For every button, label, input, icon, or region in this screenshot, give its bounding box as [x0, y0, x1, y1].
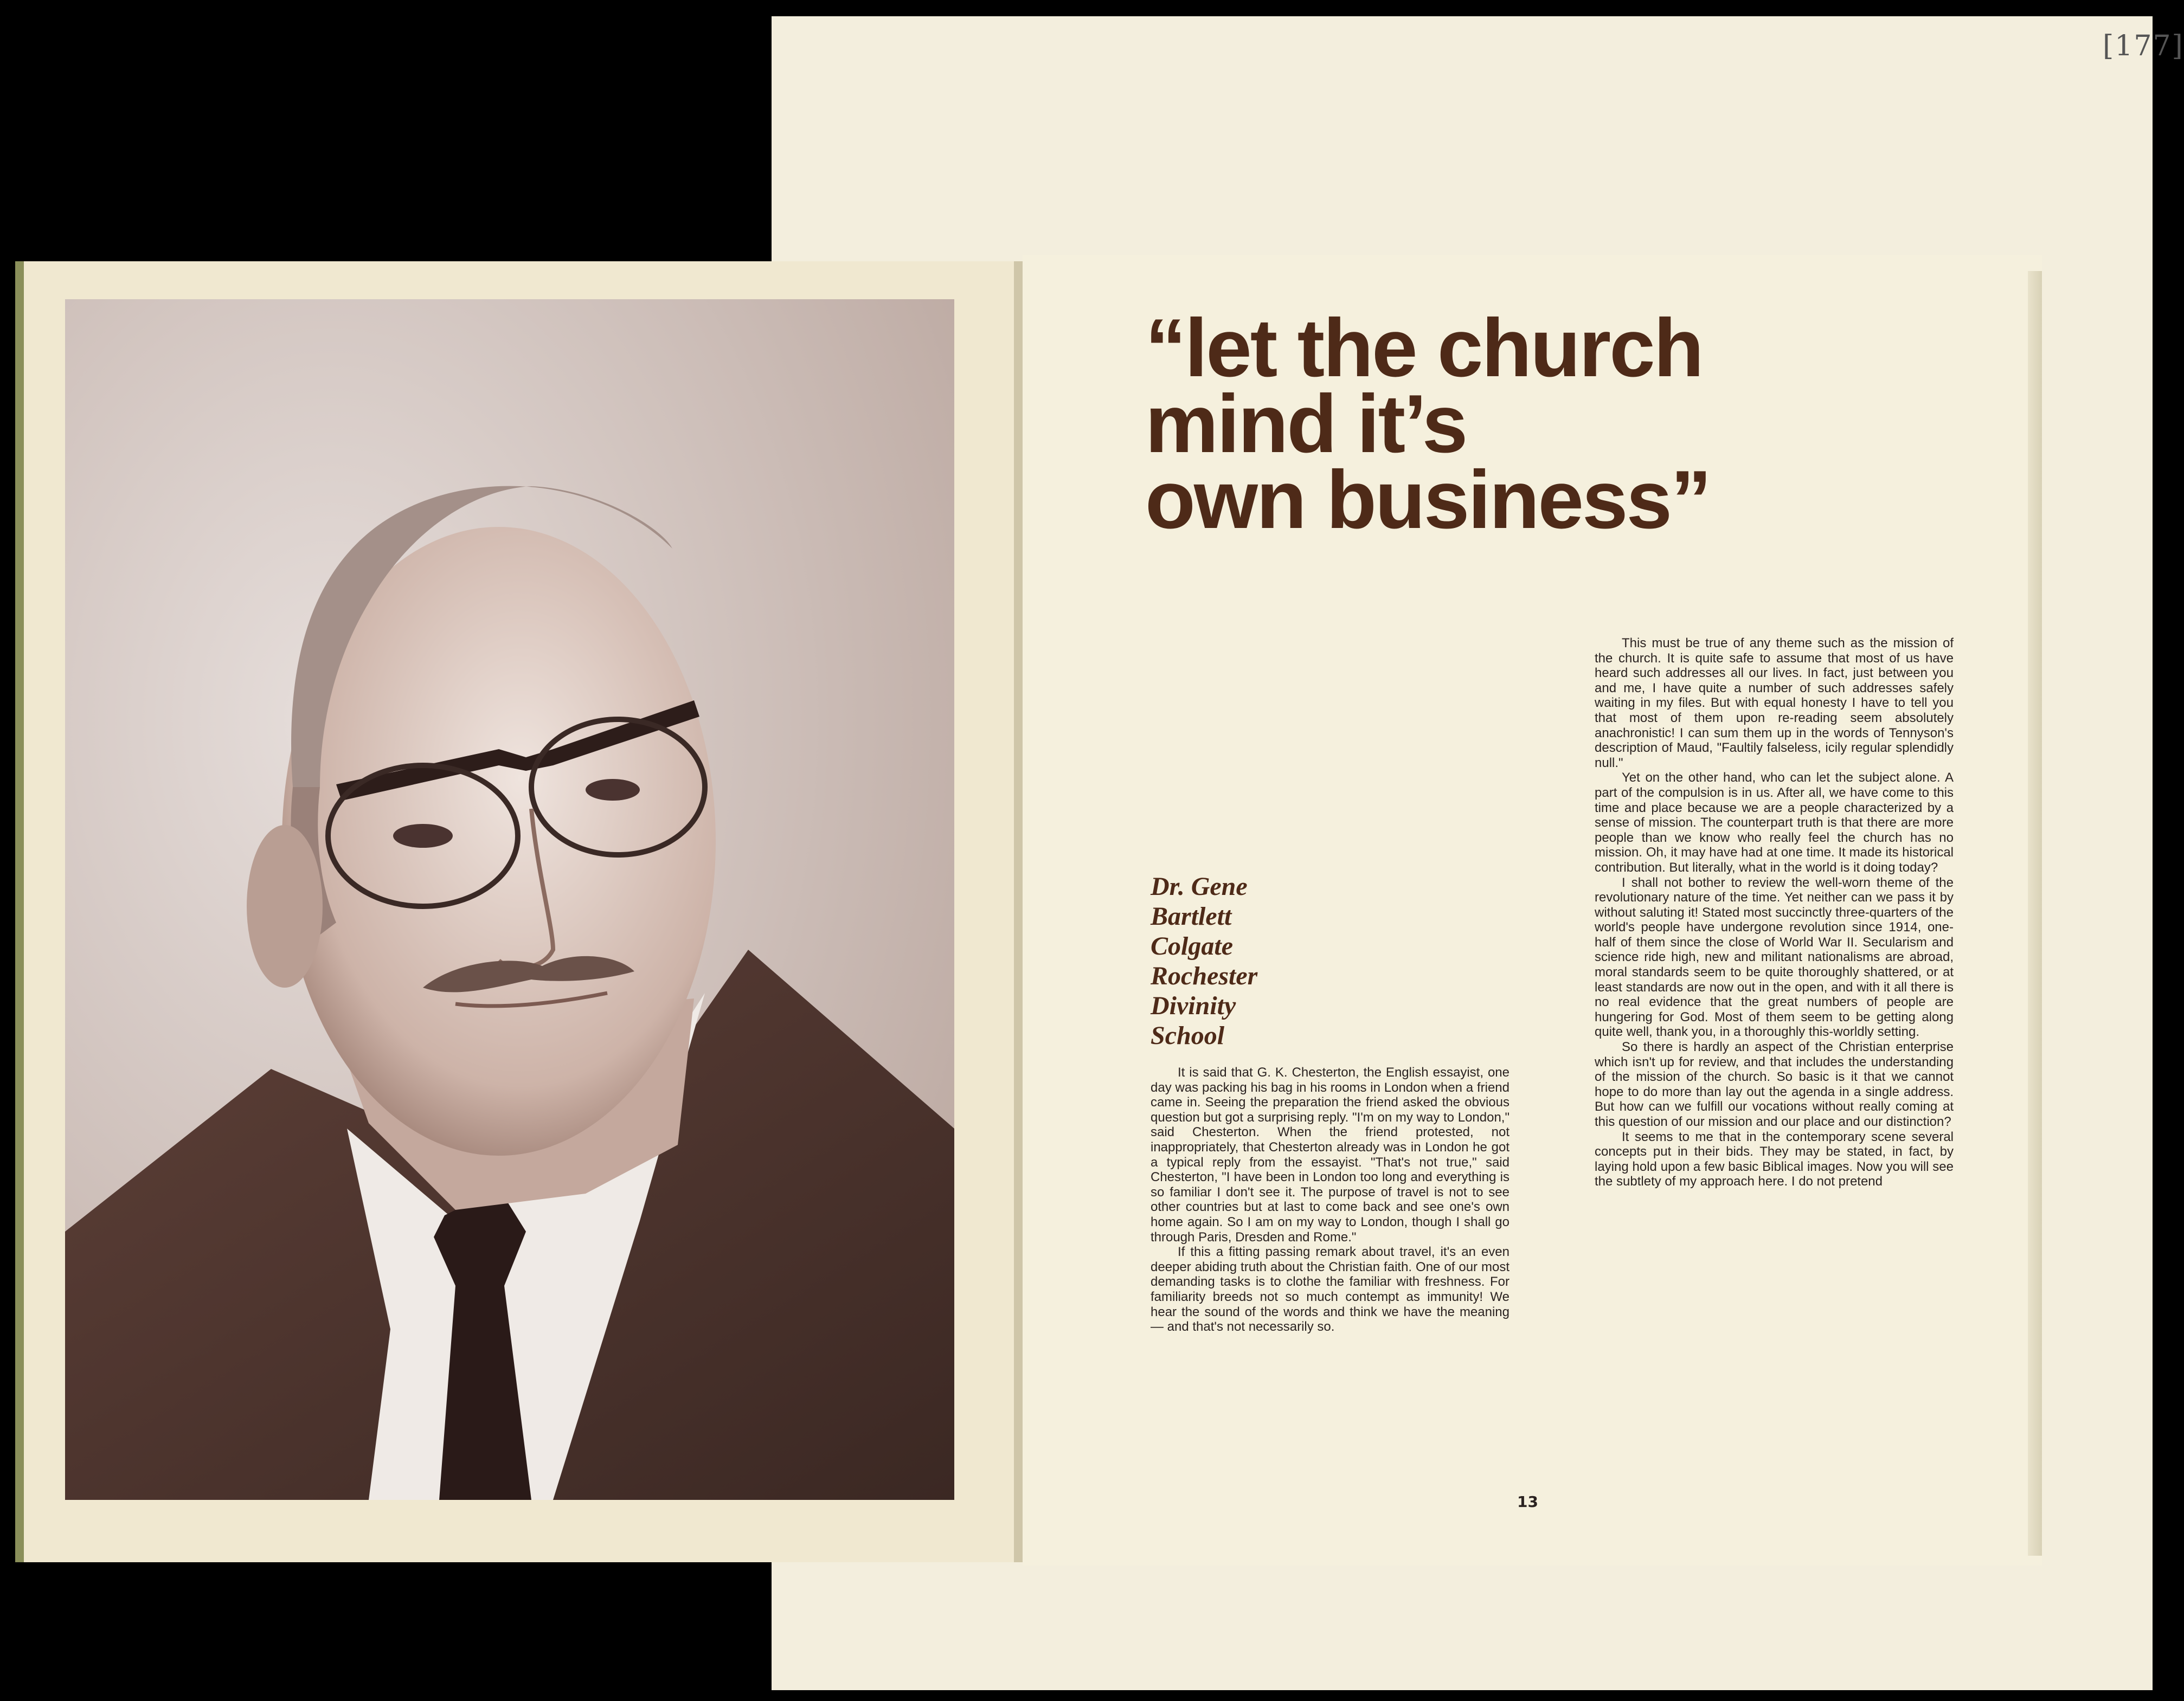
article-headline	[1145, 302, 1796, 546]
byline-line: School	[1151, 1021, 1225, 1050]
headline-line: own business”	[1145, 454, 1711, 546]
paragraph: So there is hardly an aspect of the Christian enterprise which isn't up for review, and that includes the understanding of the mission of the church. So basic is it that we cannot hope to do more than lay out the agenda in a single address. But how can we fulfill our vocations without really coming at this question of our mission and our place and our distinction?	[1595, 1040, 1954, 1129]
article-column-2	[1595, 636, 1954, 1189]
spine-gutter	[1014, 261, 1023, 1562]
author-byline	[1151, 872, 1313, 1051]
byline-line: Rochester	[1151, 962, 1258, 990]
headline-line: “let the church	[1145, 302, 1703, 394]
byline-line: Bartlett	[1151, 902, 1232, 931]
page-number: 13	[1517, 1493, 1538, 1511]
right-page	[1023, 255, 2042, 1565]
portrait-illustration	[65, 299, 954, 1500]
paragraph: I shall not bother to review the well-worn theme of the revolutionary nature of the time. Yet neither can we pass it by without saluting it! Stated most succinctly three-quarters of the world's people have undergone revolution since 1914, one-half of them since the close of World War II. Secularism and science ride high, new and militant nationalisms are abroad, moral standards seem to be quite thoroughly shattered, or at least standards are now out in the open, and with it all there is no real evidence that the great numbers of people are hungering for God. Most of them seem to be getting along quite well, thank you, in a thoroughly this-worldly setting.	[1595, 875, 1954, 1040]
article-column-1	[1151, 1065, 1509, 1335]
portrait-photo	[65, 299, 954, 1500]
right-page-edge	[2028, 271, 2042, 1556]
left-page-edge	[15, 261, 24, 1562]
byline-line: Divinity	[1151, 991, 1236, 1020]
paragraph: It seems to me that in the contemporary scene several concepts put in their bids. They may be stated, in fact, by laying hold upon a few basic Biblical images. Now you will see the subtlety of my approach here. I do not pretend	[1595, 1129, 1954, 1189]
byline-line: Dr. Gene	[1151, 872, 1248, 901]
paragraph: If this a fitting passing remark about travel, it's an even deeper abiding truth about the Christian faith. One of our most demanding tasks is to clothe the familiar with freshness. For familiarity breeds not so much contempt as immunity! We hear the sound of the words and think we have the meaning — and that's not necessarily so.	[1151, 1245, 1509, 1335]
paragraph: This must be true of any theme such as the mission of the church. It is quite safe to assume that most of us have heard such addresses all our lives. In fact, just between you and me, I have quite a number of such addresses safely waiting in my files. But with equal honesty I have to tell you that most of them upon re-reading seem absolutely anachronistic! I can sum them up in the words of Tennyson's description of Maud, "Faultily falseless, icily regular splendidly null."	[1595, 636, 1954, 770]
headline-line: mind it’s	[1145, 378, 1467, 470]
paragraph: It is said that G. K. Chesterton, the English essayist, one day was packing his bag in his rooms in London when a friend came in. Seeing the preparation the friend asked the obvious question but got a surprising reply. "I'm on my way to London," said Chesterton. When the friend protested, not inappropriately, that Chesterton already was in London he got a typical reply from the essayist. "That's not true," said Chesterton, "I have been in London too long and everything is so familiar I don't see it. The purpose of travel is not to see other countries but at last to come back and see one's own home again. So I am on my way to London, though I shall go through Paris, Dresden and Rome."	[1151, 1065, 1509, 1245]
paragraph: Yet on the other hand, who can let the subject alone. A part of the compulsion is in us. After all, we have come to this time and place because we are a people characterized by a sense of mission. The counterpart truth is that there are more people than we know who really feel the church has no mission. Oh, it may have had at one time. It made its historical contribution. But literally, what in the world is it doing today?	[1595, 770, 1954, 875]
left-page	[15, 261, 1019, 1562]
archive-mark: [177]	[2103, 30, 2184, 62]
byline-line: Colgate	[1151, 932, 1233, 961]
